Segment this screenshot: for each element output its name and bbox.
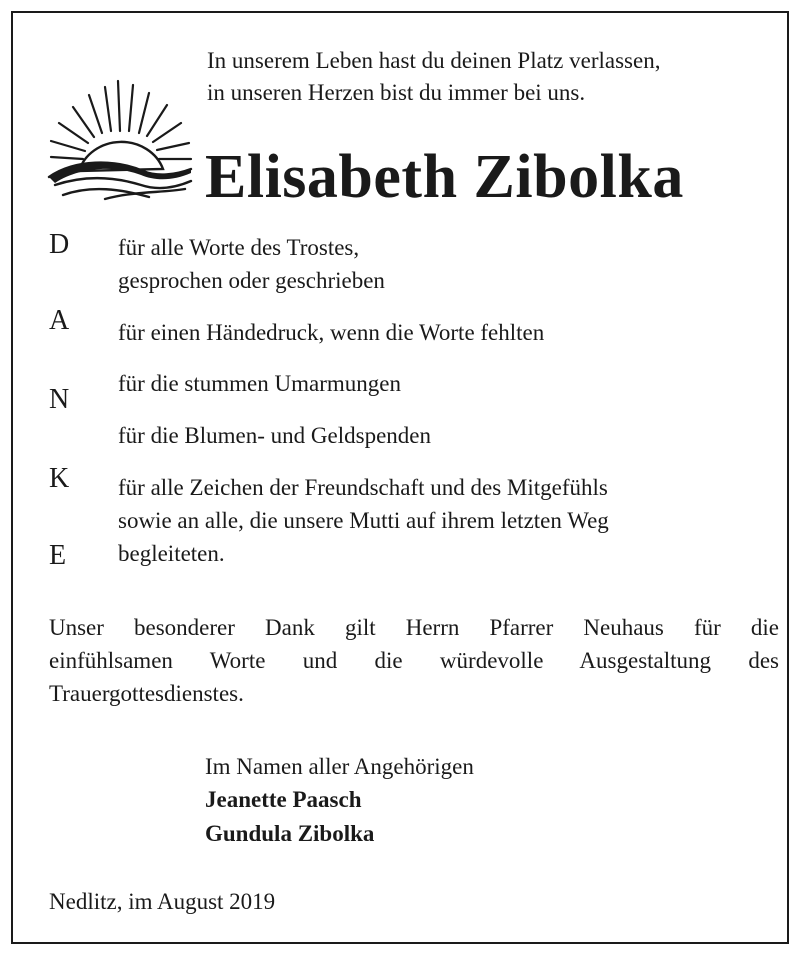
danke-letter-n: N (49, 384, 70, 415)
signature-name-2: Gundula Zibolka (205, 821, 375, 846)
danke-line-3: für einen Händedruck, wenn die Worte fehlten (118, 320, 545, 345)
danke-line-6: für alle Zeichen der Freundschaft und des Mitgefühls (118, 475, 608, 500)
signature-name-1: Jeanette Paasch (205, 787, 362, 812)
danke-line-8: begleiteten. (118, 541, 225, 566)
verse-line-2: in unseren Herzen bist du immer bei uns. (207, 80, 586, 105)
thanks-paragraph (49, 611, 779, 710)
thanks-line-3: Trauergottesdienstes. (49, 681, 244, 706)
signature-intro: Im Namen aller Angehörigen (205, 754, 474, 779)
thanks-line-2: einfühlsamen Worte und die würdevolle Ausgestaltung des (49, 648, 779, 673)
danke-line-1: für alle Worte des Trostes, (118, 235, 360, 260)
place-date: Nedlitz, im August 2019 (49, 889, 276, 914)
obituary-card (11, 11, 789, 944)
danke-line-4: für die stummen Umarmungen (118, 371, 401, 396)
deceased-name: Elisabeth Zibolka (205, 143, 684, 211)
danke-letter-d: D (49, 229, 70, 260)
danke-line-7: sowie an alle, die unsere Mutti auf ihrem letzten Weg (118, 508, 609, 533)
danke-line-5: für die Blumen- und Geldspenden (118, 423, 431, 448)
verse-line-1: In unserem Leben hast du deinen Platz verlassen, (207, 48, 661, 73)
danke-letter-a: A (49, 305, 70, 336)
sunrise-over-hills-icon (45, 73, 195, 203)
danke-letter-k: K (49, 463, 70, 494)
danke-line-2: gesprochen oder geschrieben (118, 268, 385, 293)
thanks-line-1: Unser besonderer Dank gilt Herrn Pfarrer Neuhaus für die (49, 615, 779, 640)
danke-letter-e: E (49, 540, 67, 571)
